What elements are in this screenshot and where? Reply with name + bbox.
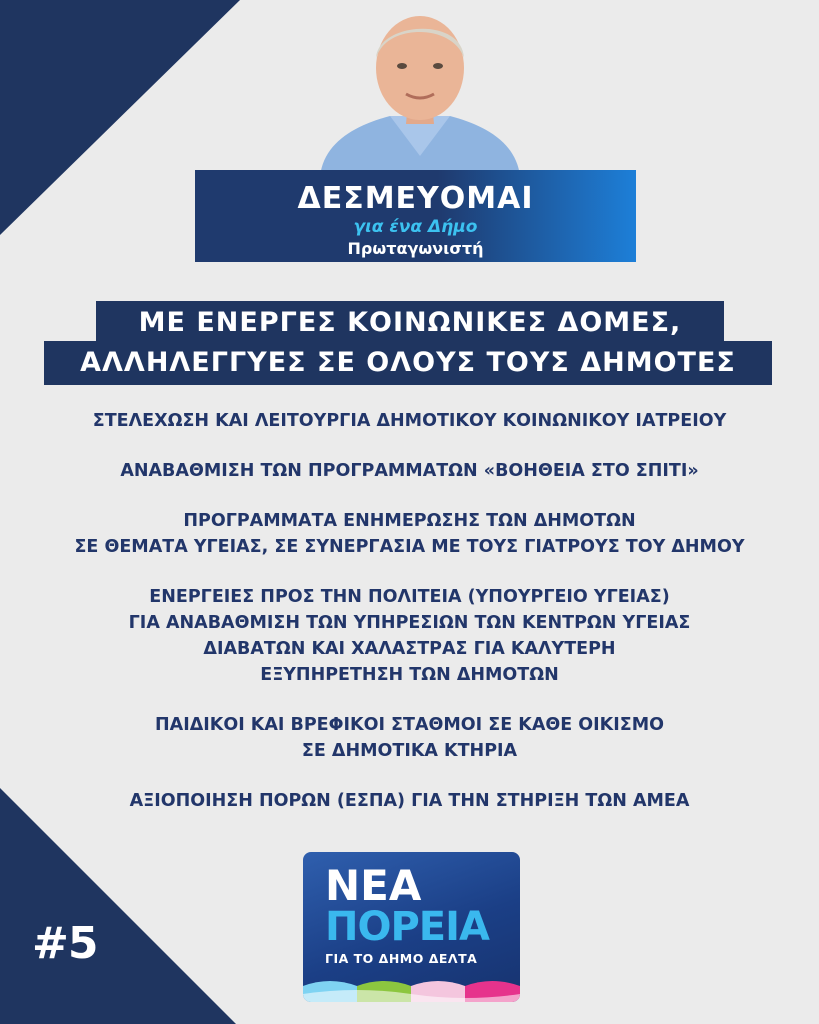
pledge-item-line: ΣΕ ΔΗΜΟΤΙΚΑ ΚΤΗΡΙΑ bbox=[301, 741, 518, 761]
headline-line-1: ΜΕ ΕΝΕΡΓΕΣ ΚΟΙΝΩΝΙΚΕΣ ΔΟΜΕΣ, bbox=[96, 301, 724, 345]
logo-waves-decoration bbox=[303, 972, 520, 1002]
logo-line-1: ΝΕΑ bbox=[325, 861, 422, 910]
pledge-item bbox=[0, 408, 819, 434]
pledge-item bbox=[0, 584, 819, 688]
pledge-item-line: ΠΑΙΔΙΚΟΙ ΚΑΙ ΒΡΕΦΙΚΟΙ ΣΤΑΘΜΟΙ ΣΕ ΚΑΘΕ ΟΙΚΙΣΜΟ bbox=[155, 715, 664, 735]
pledge-item-line: ΓΙΑ ΑΝΑΒΑΘΜΙΣΗ ΤΩΝ ΥΠΗΡΕΣΙΩΝ ΤΩΝ ΚΕΝΤΡΩΝ ΥΓΕΙΑΣ bbox=[128, 613, 691, 633]
pledge-item bbox=[0, 458, 819, 484]
pledge-item bbox=[0, 712, 819, 764]
logo-line-2: ΠΟΡΕΙΑ bbox=[325, 904, 489, 950]
pledge-item-line: ΣΤΕΛΕΧΩΣΗ ΚΑΙ ΛΕΙΤΟΥΡΓΙΑ ΔΗΜΟΤΙΚΟΥ ΚΟΙΝΩΝΙΚΟΥ ΙΑΤΡΕΙΟΥ bbox=[92, 411, 727, 431]
pledge-box bbox=[195, 170, 636, 262]
pledge-subtitle-2: Πρωταγωνιστή bbox=[347, 239, 484, 258]
post-number-badge: #5 bbox=[32, 918, 98, 969]
pledge-item-line: ΕΝΕΡΓΕΙΕΣ ΠΡΟΣ ΤΗΝ ΠΟΛΙΤΕΙΑ (ΥΠΟΥΡΓΕΙΟ ΥΓΕΙΑΣ) bbox=[149, 587, 670, 607]
logo-line-3: ΓΙΑ ΤΟ ΔΗΜΟ ΔΕΛΤΑ bbox=[325, 951, 478, 966]
pledge-item-line: ΕΞΥΠΗΡΕΤΗΣΗ ΤΩΝ ΔΗΜΟΤΩΝ bbox=[260, 665, 559, 685]
pledge-item-line: ΑΞΙΟΠΟΙΗΣΗ ΠΟΡΩΝ (ΕΣΠΑ) ΓΙΑ ΤΗΝ ΣΤΗΡΙΞΗ ΤΩΝ ΑΜΕΑ bbox=[129, 791, 690, 811]
pledge-list bbox=[0, 408, 819, 814]
pledge-item-line: ΣΕ ΘΕΜΑΤΑ ΥΓΕΙΑΣ, ΣΕ ΣΥΝΕΡΓΑΣΙΑ ΜΕ ΤΟΥΣ ΓΙΑΤΡΟΥΣ ΤΟΥ ΔΗΜΟΥ bbox=[74, 537, 745, 557]
candidate-portrait bbox=[312, 6, 528, 176]
pledge-item bbox=[0, 788, 819, 814]
pledge-item-line: ΠΡΟΓΡΑΜΜΑΤΑ ΕΝΗΜΕΡΩΣΗΣ ΤΩΝ ΔΗΜΟΤΩΝ bbox=[183, 511, 636, 531]
pledge-item-line: ΑΝΑΒΑΘΜΙΣΗ ΤΩΝ ΠΡΟΓΡΑΜΜΑΤΩΝ «ΒΟΗΘΕΙΑ ΣΤΟ ΣΠΙΤΙ» bbox=[120, 461, 699, 481]
pledge-subtitle: για ένα Δήμο bbox=[353, 217, 478, 237]
headline-line-2: ΑΛΛΗΛΕΓΓΥΕΣ ΣΕ ΟΛΟΥΣ ΤΟΥΣ ΔΗΜΟΤΕΣ bbox=[44, 341, 772, 385]
pledge-title: ΔΕΣΜΕΥΟΜΑΙ bbox=[297, 181, 534, 216]
party-logo bbox=[303, 852, 520, 1002]
bottom-left-corner-triangle bbox=[0, 788, 236, 1024]
pledge-item bbox=[0, 508, 819, 560]
pledge-item-line: ΔΙΑΒΑΤΩΝ ΚΑΙ ΧΑΛΑΣΤΡΑΣ ΓΙΑ ΚΑΛΥΤΕΡΗ bbox=[203, 639, 616, 659]
